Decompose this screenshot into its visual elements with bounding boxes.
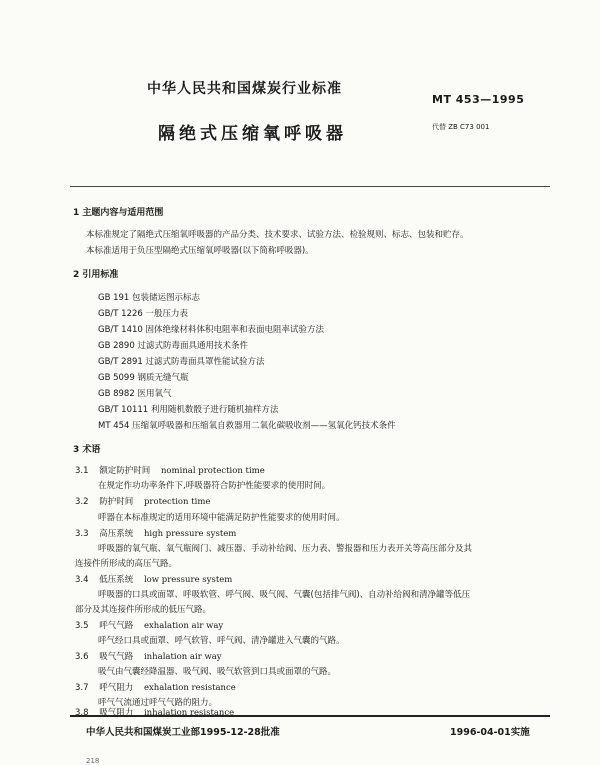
- term-english: exhalation air way: [143, 621, 224, 631]
- term-chinese: 呼气气路: [99, 621, 134, 631]
- standard-category: 中华人民共和国煤炭行业标准: [147, 81, 342, 97]
- term-definition: 呼气经口具或面罩、呼气软管、呼气阀、清净罐进入气囊的气路。: [98, 636, 345, 646]
- term-number: 3.3: [75, 529, 89, 539]
- term-3-7: [75, 681, 236, 693]
- term-chinese: 吸气阻力: [99, 708, 134, 718]
- term-3-2: [75, 495, 210, 507]
- issuer-approval: 中华人民共和国煤炭工业部1995-12-28批准: [86, 727, 280, 738]
- term-number: 3.5: [75, 621, 89, 631]
- term-number: 3.1: [75, 466, 89, 476]
- term-definition-cont: 连接件所形成的高压气路。: [75, 559, 178, 569]
- section-2-heading: 2 引用标准: [73, 270, 119, 280]
- reference-item: GB/T 1410 固体绝缘材料体积电阻率和表面电阻率试验方法: [98, 325, 325, 335]
- header-divider: [70, 186, 550, 187]
- term-english: low pressure system: [143, 575, 233, 585]
- term-definition: 呼器在本标准规定的适用环境中能满足防护性能要求的使用时间。: [98, 513, 345, 523]
- term-3-4: [75, 573, 232, 585]
- implementation-date: 1996-04-01实施: [450, 727, 530, 738]
- term-number: 3.4: [75, 575, 89, 585]
- replaces-note: 代替 ZB C73 001: [432, 123, 490, 131]
- reference-item: GB 2890 过滤式防毒面具通用技术条件: [98, 341, 248, 351]
- term-english: exhalation resistance: [143, 683, 236, 693]
- term-english: inhalation resistance: [143, 708, 235, 718]
- reference-item: GB 5099 钢质无缝气瓶: [98, 373, 189, 383]
- reference-item: GB/T 1226 一般压力表: [98, 309, 189, 319]
- section-3-heading: 3 术语: [73, 445, 101, 455]
- section-1-para-2: 本标准适用于负压型隔绝式压缩氧呼吸器(以下简称呼吸器)。: [86, 246, 314, 256]
- term-chinese: 高压系统: [99, 529, 134, 539]
- term-3-5: [75, 619, 223, 631]
- term-number: 3.6: [75, 652, 89, 662]
- term-definition: 吸气由气囊经降温器、吸气阀、吸气软管到口具或面罩的气路。: [98, 667, 337, 677]
- section-1-para-1: 本标准规定了隔绝式压缩氧呼吸器的产品分类、技术要求、试验方法、检验规则、标志、包装和贮存。: [86, 230, 469, 240]
- term-chinese: 额定防护时间: [99, 466, 151, 476]
- term-chinese: 低压系统: [99, 575, 134, 585]
- term-3-6: [75, 650, 222, 662]
- term-english: high pressure system: [143, 529, 237, 539]
- term-english: nominal protection time: [160, 466, 265, 476]
- page-number: 218: [86, 757, 100, 765]
- reference-item: GB/T 2891 过滤式防毒面具罩性能试验方法: [98, 357, 265, 367]
- document-title: 隔绝式压缩氧呼吸器: [158, 124, 347, 144]
- standard-code: MT 453—1995: [432, 93, 525, 106]
- reference-item: GB 191 包装储运图示标志: [98, 293, 201, 303]
- reference-item: MT 454 压缩氧呼吸器和压缩氧自救器用二氧化碳吸收剂——氢氧化钙技术条件: [98, 421, 396, 431]
- term-definition: 呼吸器的氧气瓶、氧气瓶阀门、减压器、手动补给阀、压力表、警报器和压力表开关等高压部分及其: [98, 544, 473, 554]
- term-number: 3.8: [75, 708, 89, 718]
- term-chinese: 防护时间: [99, 497, 134, 507]
- term-number: 3.2: [75, 497, 89, 507]
- term-3-3: [75, 527, 236, 539]
- term-number: 3.7: [75, 683, 89, 693]
- term-definition: 呼气气流通过呼气气路的阻力。: [98, 698, 218, 708]
- term-definition-cont: 部分及其连接件所形成的低压气路。: [75, 605, 212, 615]
- term-chinese: 呼气阻力: [99, 683, 134, 693]
- footer-divider: [70, 715, 550, 717]
- reference-item: GB/T 10111 利用随机数骰子进行随机抽样方法: [98, 405, 279, 415]
- term-3-1: [75, 464, 265, 476]
- section-1-heading: 1 主题内容与适用范围: [73, 208, 164, 218]
- term-definition: 在规定作功功率条件下,呼吸器符合防护性能要求的使用时间。: [98, 481, 331, 491]
- reference-item: GB 8982 医用氧气: [98, 389, 172, 399]
- term-definition: 呼吸器的口具或面罩、呼吸软管、呼气阀、吸气阀、气囊(包括排气阀)、自动补给阀和清净罐等低压: [98, 590, 471, 600]
- term-english: inhalation air way: [143, 652, 222, 662]
- term-chinese: 吸气气路: [99, 652, 134, 662]
- term-english: protection time: [143, 497, 211, 507]
